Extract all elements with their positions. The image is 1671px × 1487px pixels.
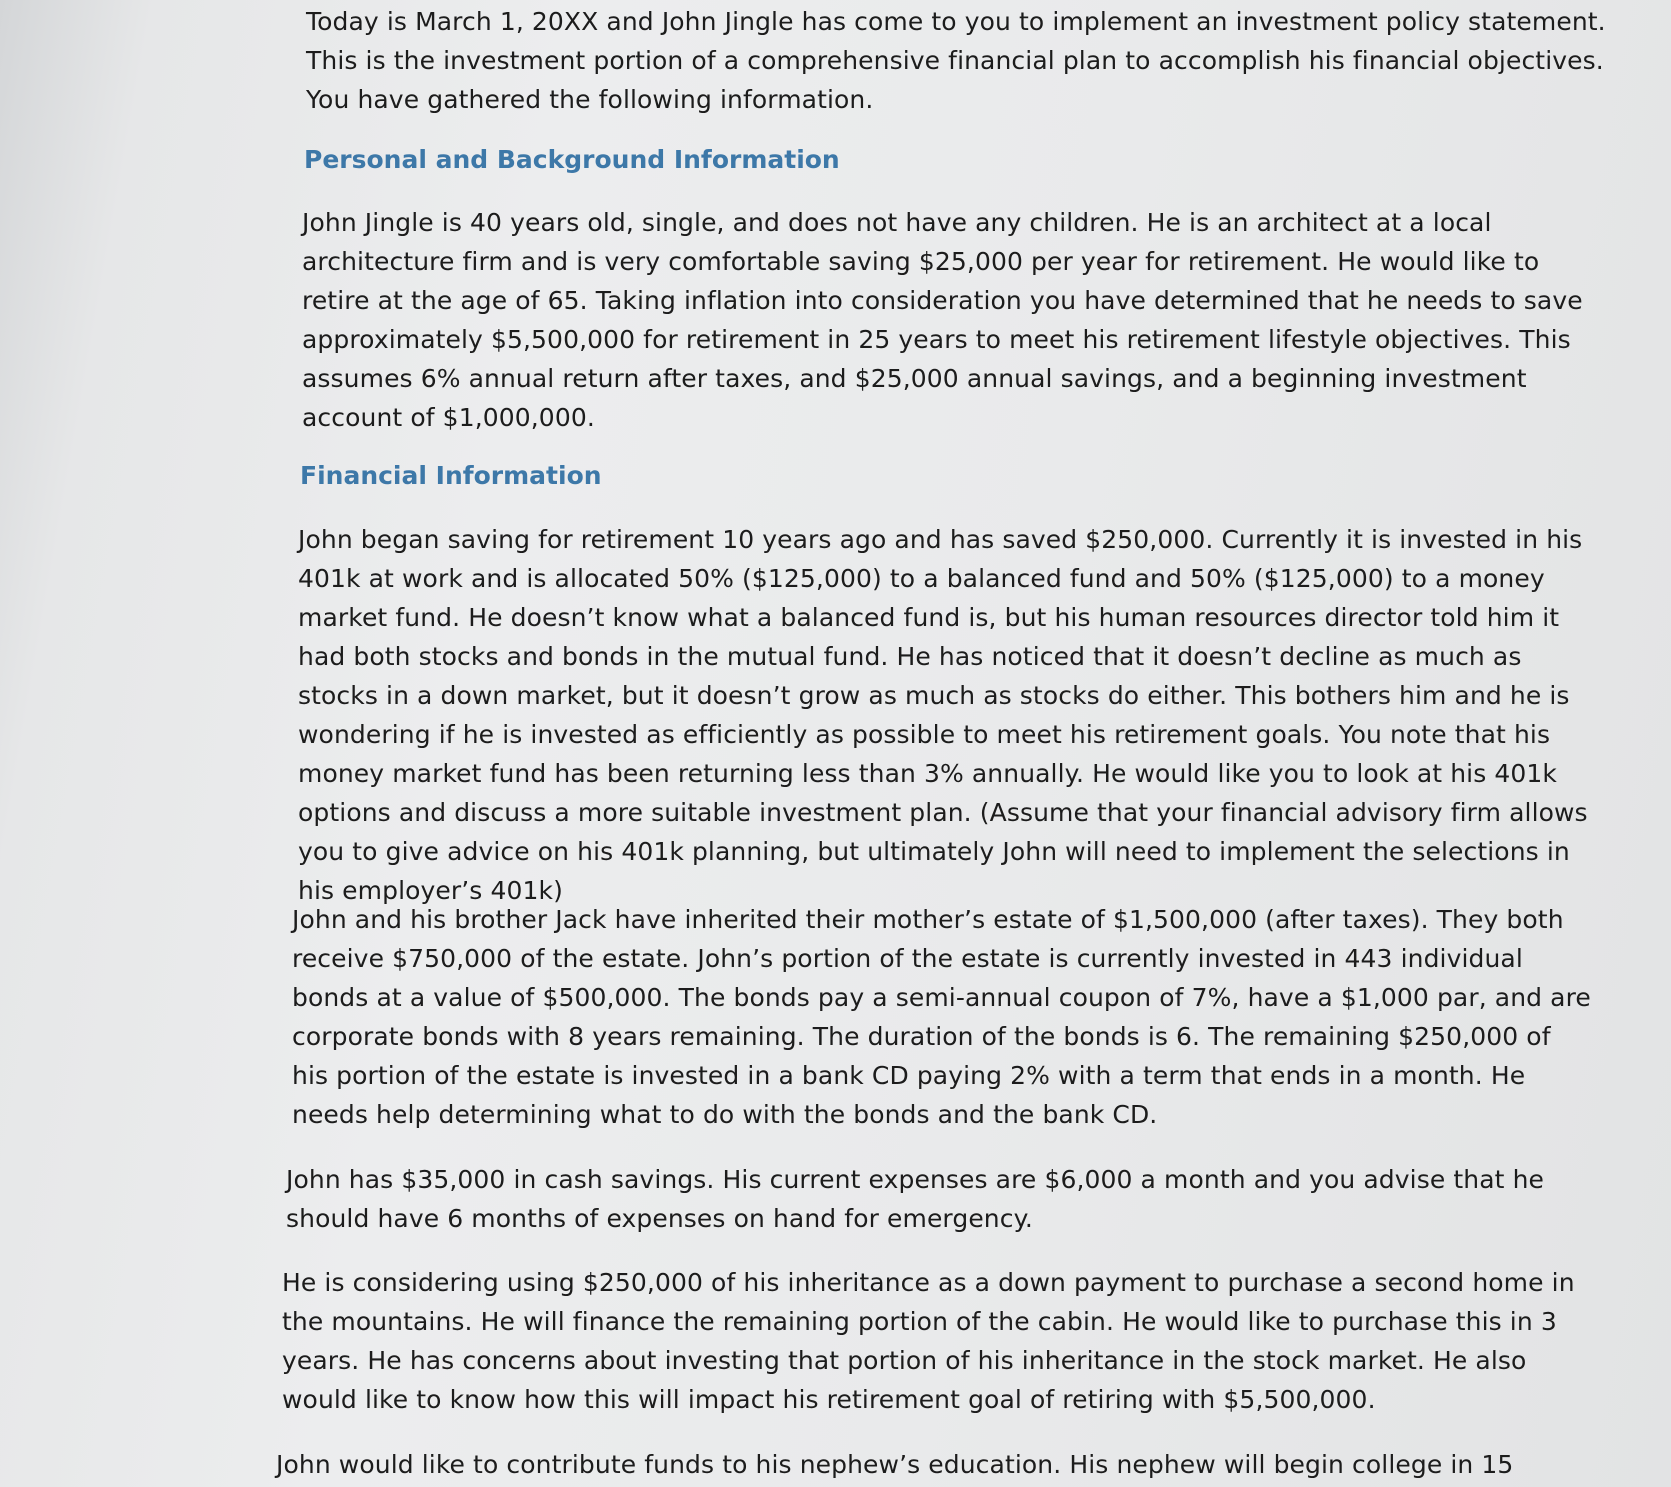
cash-savings-paragraph: John has $35,000 in cash savings. His current expenses are $6,000 a month and you advise that he should have 6 months of expenses on hand for emergency. <box>286 1165 1544 1233</box>
nephew-education-paragraph: John would like to contribute funds to his nephew’s education. His nephew will begin college in 15 <box>276 1450 1514 1479</box>
financial-information-heading: Financial Information <box>300 461 602 490</box>
second-home-paragraph: He is considering using $250,000 of his inheritance as a down payment to purchase a second home in the mountains. He will finance the remaining portion of the cabin. He would like to purchase this in 3 years. He has concerns about investing that portion of his inheritance in the stock market. He also would like to know how this will impact his retirement goal of retiring with $5,500,000. <box>282 1268 1575 1414</box>
intro-paragraph: Today is March 1, 20XX and John Jingle has come to you to implement an investment policy statement. This is the investment portion of a comprehensive financial plan to accomplish his financial objectives. You have gathered the following information. <box>306 7 1606 114</box>
retirement-401k-paragraph: John began saving for retirement 10 years ago and has saved $250,000. Currently it is invested in his 401k at work and is allocated 50% ($125,000) to a balanced fund and 50% ($125,000) to a money market fund. He doesn’t know what a balanced fund is, but his human resources director told him it had both stocks and bonds in the mutual fund. He has noticed that it doesn’t decline as much as stocks in a down market, but it doesn’t grow as much as stocks do either. This bothers him and he is wondering if he is invested as efficiently as possible to meet his retirement goals. You note that his money market fund has been returning less than 3% annually. He would like you to look at his 401k options and discuss a more suitable investment plan. (Assume that your financial advisory firm allows you to give advice on his 401k planning, but ultimately John will need to implement the selections in his employer’s 401k) <box>298 525 1588 905</box>
inheritance-paragraph: John and his brother Jack have inherited their mother’s estate of $1,500,000 (after taxes). They both receive $750,000 of the estate. John’s portion of the estate is currently invested in 443 individual bonds at a value of $500,000. The bonds pay a semi-annual coupon of 7%, have a $1,000 par, and are corporate bonds with 8 years remaining. The duration of the bonds is 6. The remaining $250,000 of his portion of the estate is invested in a bank CD paying 2% with a term that ends in a month. He needs help determining what to do with the bonds and the bank CD. <box>292 905 1591 1129</box>
personal-background-paragraph: John Jingle is 40 years old, single, and does not have any children. He is an architect at a local architecture firm and is very comfortable saving $25,000 per year for retirement. He would like to retire at the age of 65. Taking inflation into consideration you have determined that he needs to save approximately $5,500,000 for retirement in 25 years to meet his retirement lifestyle objectives. This assumes 6% annual return after taxes, and $25,000 annual savings, and a beginning investment account of $1,000,000. <box>302 208 1583 432</box>
personal-background-heading: Personal and Background Information <box>304 145 840 174</box>
